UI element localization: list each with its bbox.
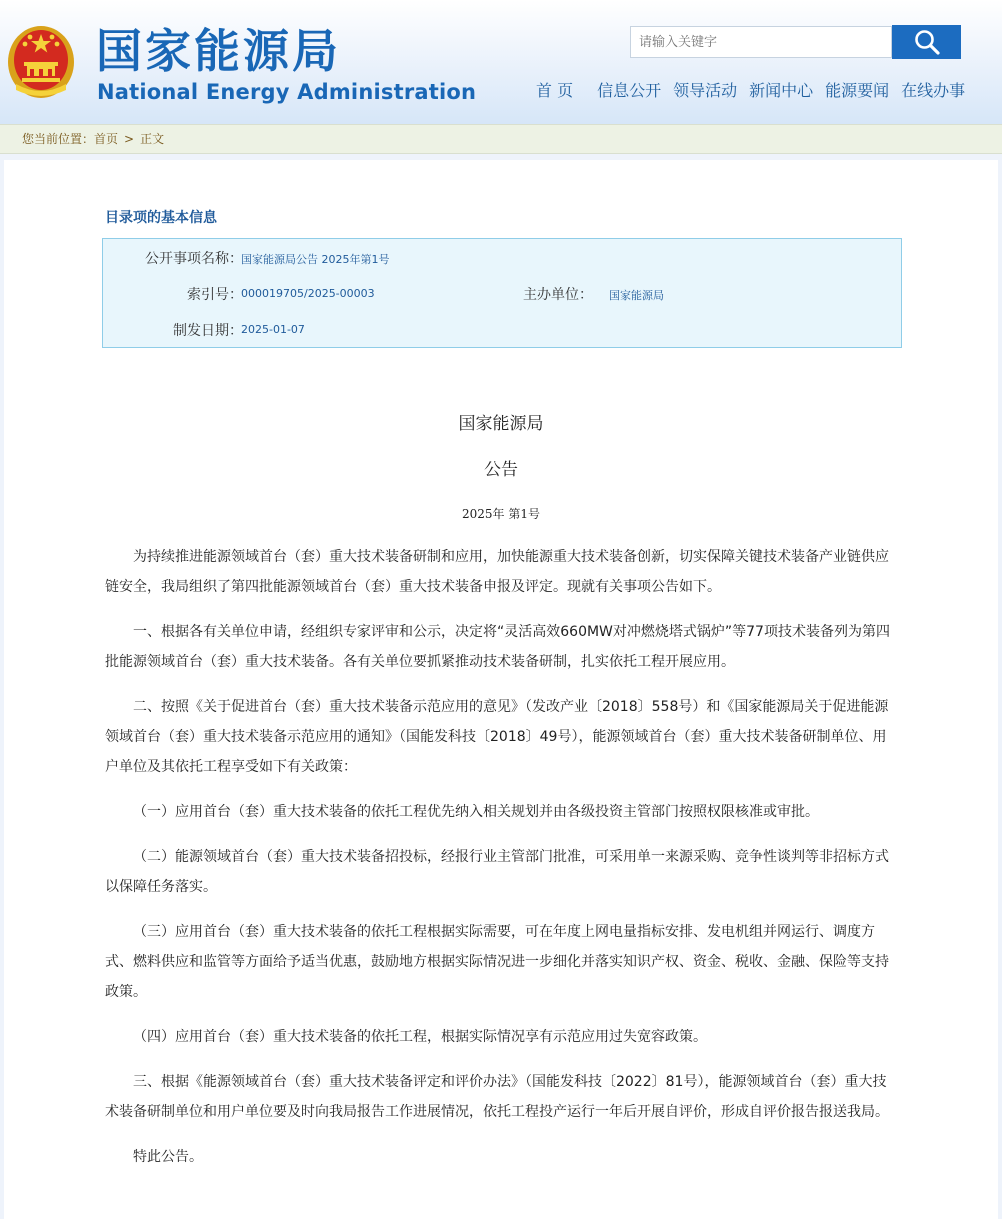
site-logo-title[interactable]: 国家能源局 [96, 24, 341, 78]
chevron-right-icon: > [124, 132, 135, 146]
search-button[interactable] [892, 25, 961, 59]
breadcrumb-home[interactable]: 首页 [94, 132, 119, 146]
unit-label: 主办单位： [523, 287, 593, 303]
nav-leadership[interactable]: 领导活动 [673, 81, 738, 100]
document-type: 公告 [484, 460, 518, 480]
index-label: 索引号： [187, 287, 243, 303]
breadcrumb [0, 124, 1002, 154]
paragraph-2: 二、按照《关于促进首台（套）重大技术装备示范应用的意见》（发改产业〔2018〕558号）和《国家能源局关于促进能源领域首台（套）重大技术装备示范应用的通知》（国能发科技〔2018〕49号），能源领域首台（套）重大技术装备研制单位、用户单位及其依托工程享受如下有关政策： [105, 699, 889, 775]
paragraph-2-4: （四）应用首台（套）重大技术装备的依托工程，根据实际情况享有示范应用过失宽容政策。 [133, 1029, 707, 1045]
info-table [102, 238, 902, 348]
nav-info-disclosure[interactable]: 信息公开 [597, 81, 662, 100]
paragraph-closing: 特此公告。 [133, 1149, 203, 1165]
nav-online-services[interactable]: 在线办事 [901, 81, 966, 100]
search-icon [914, 29, 940, 55]
unit-value: 国家能源局 [609, 289, 664, 302]
paragraph-2-3: （三）应用首台（套）重大技术装备的依托工程根据实际需要，可在年度上网电量指标安排、发电机组并网运行、调度方式、燃料供应和监管等方面给予适当优惠，鼓励地方根据实际情况进一步细化并落实知识产权、资金、税收、金融、保险等支持政策。 [105, 924, 889, 1000]
document-number: 2025年 第1号 [462, 507, 540, 521]
main-nav [536, 80, 965, 102]
paragraph-2-2: （二）能源领域首台（套）重大技术装备招投标，经报行业主管部门批准，可采用单一来源采购、竞争性谈判等非招标方式以保障任务落实。 [105, 849, 889, 895]
site-logo-subtitle[interactable]: National Energy Administration [97, 80, 477, 104]
nav-energy-news[interactable]: 能源要闻 [825, 81, 890, 100]
date-value: 2025-01-07 [241, 323, 305, 336]
paragraph-1: 一、根据各有关单位申请，经组织专家评审和公示，决定将“灵活高效660MW对冲燃烧塔式锅炉”等77项技术装备列为第四批能源领域首台（套）重大技术装备。各有关单位要抓紧推动技术装备研制，扎实依托工程开展应用。 [105, 624, 890, 670]
site-header [0, 0, 1002, 124]
breadcrumb-prefix: 您当前位置： [22, 132, 95, 146]
index-value: 000019705/2025-00003 [241, 287, 375, 300]
name-label: 公开事项名称： [145, 251, 243, 267]
nav-news-center[interactable]: 新闻中心 [749, 81, 814, 100]
info-section-title: 目录项的基本信息 [105, 210, 217, 226]
paragraph-2-1: （一）应用首台（套）重大技术装备的依托工程优先纳入相关规划并由各级投资主管部门按照权限核准或审批。 [133, 804, 819, 820]
document-agency: 国家能源局 [458, 414, 544, 434]
paragraph-intro: 为持续推进能源领域首台（套）重大技术装备研制和应用，加快能源重大技术装备创新，切实保障关键技术装备产业链供应链安全，我局组织了第四批能源领域首台（套）重大技术装备申报及评定。现就有关事项公告如下。 [105, 549, 889, 595]
breadcrumb-current: 正文 [140, 132, 165, 146]
paragraph-3: 三、根据《能源领域首台（套）重大技术装备评定和评价办法》（国能发科技〔2022〕81号），能源领域首台（套）重大技术装备研制单位和用户单位要及时向我局报告工作进展情况，依托工程投产运行一年后开展自评价，形成自评价报告报送我局。 [105, 1074, 889, 1120]
nav-home[interactable]: 首 页 [536, 81, 574, 100]
name-value: 国家能源局公告 2025年第1号 [241, 253, 390, 266]
national-emblem-icon [6, 24, 76, 100]
date-label: 制发日期： [173, 323, 243, 339]
search-input[interactable] [630, 26, 892, 58]
